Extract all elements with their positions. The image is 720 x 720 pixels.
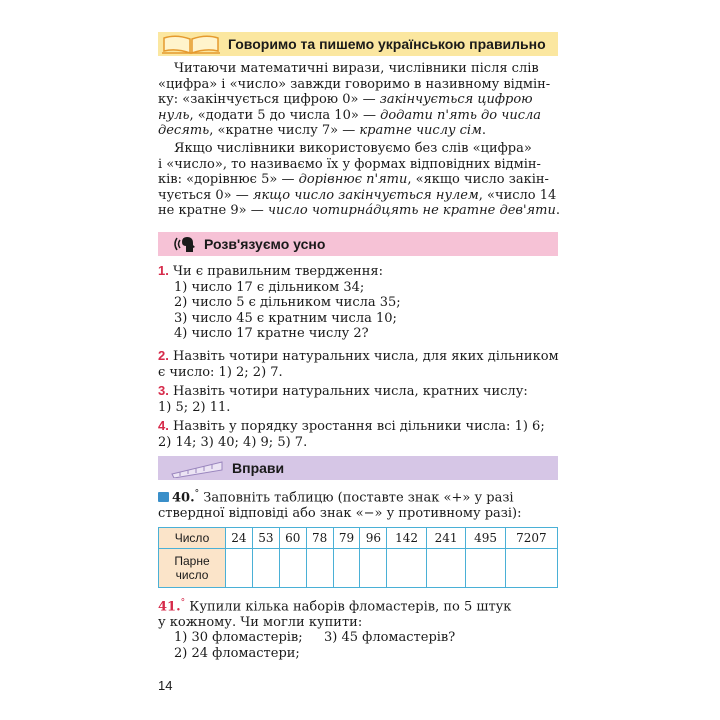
- table-cell: 142: [387, 528, 426, 549]
- row-label-even: Парне число: [159, 549, 226, 588]
- text-line: 1. Чи є правильним твердження:: [158, 263, 383, 279]
- text-line: 40.° Заповніть таблицю (поставте знак «+» у разі: [158, 487, 558, 506]
- parity-table: [158, 527, 558, 588]
- table-cell: 24: [226, 528, 253, 549]
- table-cell-empty[interactable]: [466, 549, 505, 588]
- list-item: 4) число 17 кратне числу 2?: [174, 326, 369, 341]
- text-line: 1) 5; 2) 11.: [158, 399, 231, 415]
- table-cell: 241: [426, 528, 465, 549]
- table-cell-empty[interactable]: [252, 549, 279, 588]
- table-cell: 96: [360, 528, 387, 549]
- answer-line: 1) 30 фломастерів; 3) 45 фломастерів?: [174, 630, 456, 646]
- text-line: і «число», то називаємо їх у формах відповідних відмін-: [158, 156, 541, 172]
- oral-question-4: [158, 418, 558, 450]
- oral-question-1: [158, 263, 558, 342]
- table-cell: 60: [279, 528, 306, 549]
- open-book-icon: [160, 33, 222, 55]
- text-line: 4. Назвіть у порядку зростання всі дільники числа: 1) 6;: [158, 418, 545, 434]
- table-task-icon: [158, 492, 169, 502]
- table-cell: 79: [333, 528, 360, 549]
- table-cell-empty[interactable]: [306, 549, 333, 588]
- text-line: ків: «дорівнює 5» — дорівнює п'яти, «якщо число закін-: [158, 172, 549, 187]
- section-header-language: [158, 32, 558, 56]
- oral-question-3: [158, 383, 558, 415]
- table-cell-empty[interactable]: [226, 549, 253, 588]
- speaking-head-icon: [172, 234, 196, 254]
- table-cell-empty[interactable]: [505, 549, 557, 588]
- text-line: 41.° Купили кілька наборів фломастерів, по 5 штук: [158, 598, 512, 615]
- section-title-oral: Розв'язуємо усно: [204, 236, 326, 252]
- list-item: 2) число 5 є дільником числа 35;: [174, 295, 401, 310]
- text-line: 3. Назвіть чотири натуральних числа, кратних числу:: [158, 383, 528, 399]
- table-cell: 53: [252, 528, 279, 549]
- text-line: ку: «закінчується цифрою 0» — закінчується цифрою: [158, 92, 533, 107]
- table-cell: 7207: [505, 528, 557, 549]
- text-line: ствердної відповіді або знак «−» у противному разі):: [158, 505, 522, 521]
- section-title-language: Говоримо та пишемо українською правильно: [228, 36, 546, 52]
- table-cell-empty[interactable]: [279, 549, 306, 588]
- exercise-41: [158, 596, 558, 661]
- text-line: 2) 14; 3) 40; 4) 9; 5) 7.: [158, 434, 308, 450]
- table-cell-empty[interactable]: [360, 549, 387, 588]
- table-cell: 495: [466, 528, 505, 549]
- text-line: чується 0» — якщо число закінчується нулем, «число 14: [158, 187, 557, 203]
- text-line: не кратне 9» — число чотирнáдцять не кратне дев'яти.: [158, 203, 560, 218]
- text-line: «цифра» і «число» завжди говоримо в називному відмін-: [158, 76, 551, 92]
- text-line: нуль, «додати 5 до числа 10» — додати п'ять до числа: [158, 107, 542, 123]
- list-item: 3) число 45 є кратним числа 10;: [174, 310, 397, 326]
- text-line: у кожному. Чи могли купити:: [158, 614, 363, 630]
- section-header-exercises: [158, 456, 558, 480]
- table-row: [159, 549, 558, 588]
- exercise-40: [158, 487, 558, 521]
- paragraph-1: [158, 61, 558, 139]
- text-line: Читаючи математичні вирази, числівники після слів: [174, 61, 539, 76]
- ruler-icon: [168, 458, 226, 478]
- page-number: 14: [158, 678, 173, 693]
- section-header-oral: [158, 232, 558, 256]
- table-cell-empty[interactable]: [387, 549, 426, 588]
- list-item: 1) число 17 є дільником 34;: [174, 279, 365, 295]
- oral-question-2: [158, 348, 558, 380]
- table-cell-empty[interactable]: [426, 549, 465, 588]
- text-line: є число: 1) 2; 2) 7.: [158, 364, 283, 380]
- section-title-exercises: Вправи: [232, 460, 285, 476]
- row-label-number: Число: [159, 528, 226, 549]
- text-line: 2. Назвіть чотири натуральних числа, для яких дільником: [158, 348, 559, 364]
- table-cell-empty[interactable]: [333, 549, 360, 588]
- text-line: десять, «кратне числу 7» — кратне числу сім.: [158, 123, 487, 138]
- answer-line: 2) 24 фломастери;: [174, 645, 300, 661]
- table-cell: 78: [306, 528, 333, 549]
- text-line: Якщо числівники використовуємо без слів «цифра»: [174, 141, 532, 156]
- table-row: [159, 528, 558, 549]
- paragraph-2: [158, 141, 558, 219]
